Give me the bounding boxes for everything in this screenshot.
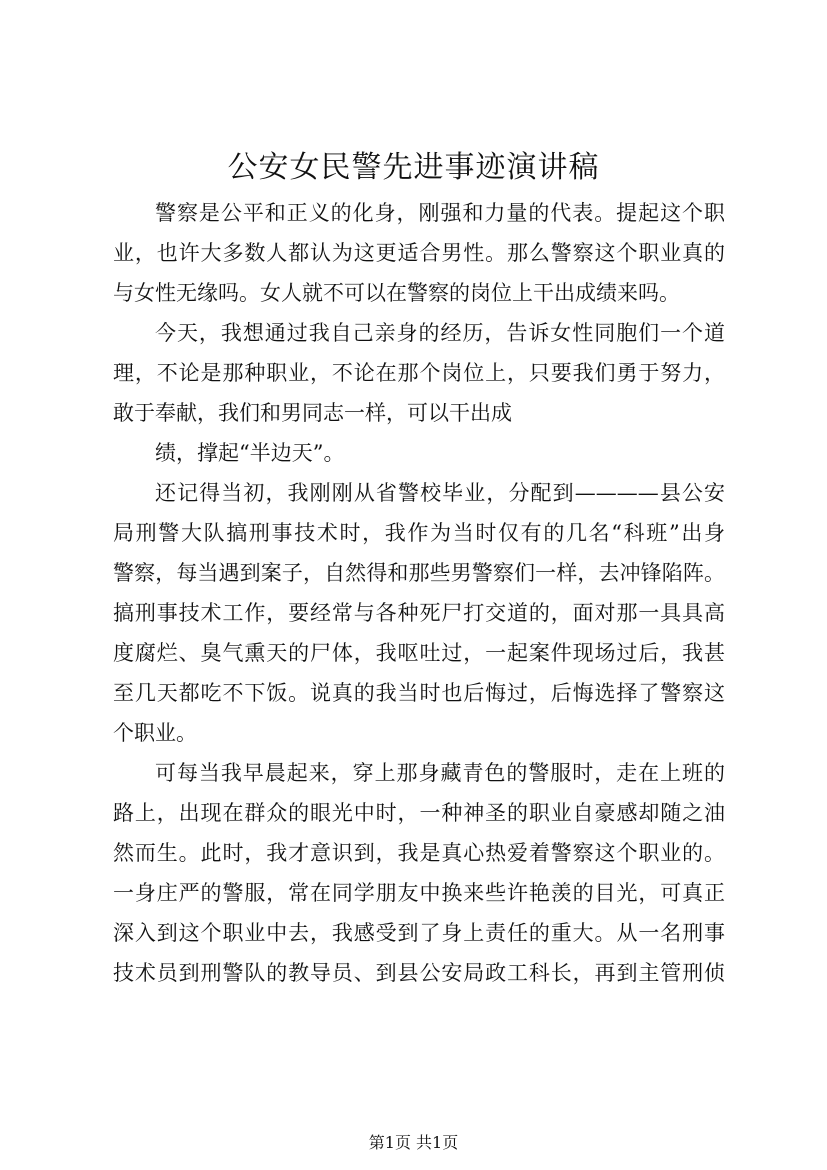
text-line: 技术员到刑警队的教导员、到县公安局政工科长，再到主管刑侦 <box>113 961 725 985</box>
text-line: 今天，我想通过我自己亲身的经历，告诉女性同胞们一个道 <box>155 321 725 345</box>
document-title: 公安女民警先进事迹演讲稿 <box>227 150 600 185</box>
text-line: 敢于奉献，我们和男同志一样，可以干出成 <box>113 401 512 425</box>
text-line: 可每当我早晨起来，穿上那身藏青色的警服时，走在上班的 <box>155 761 725 785</box>
text-line: 绩，撑起“半边天”。 <box>155 441 345 465</box>
text-line: 业，也许大多数人都认为这更适合男性。那么警察这个职业真的 <box>113 241 725 265</box>
text-line: 还记得当初，我刚刚从省警校毕业，分配到————县公安 <box>155 481 725 505</box>
text-line: 理，不论是那种职业，不论在那个岗位上，只要我们勇于努力， <box>113 361 725 385</box>
text-line: 至几天都吃不下饭。说真的我当时也后悔过，后悔选择了警察这 <box>113 681 725 705</box>
text-line: 然而生。此时，我才意识到，我是真心热爱着警察这个职业的。 <box>113 841 725 865</box>
text-line: 深入到这个职业中去，我感受到了身上责任的重大。从一名刑事 <box>113 921 725 945</box>
document-body <box>113 193 725 993</box>
text-line: 路上，出现在群众的眼光中时，一种神圣的职业自豪感却随之油 <box>113 801 725 825</box>
text-line: 搞刑事技术工作，要经常与各种死尸打交道的，面对那一具具高 <box>113 601 725 625</box>
text-line: 度腐烂、臭气熏天的尸体，我呕吐过，一起案件现场过后，我甚 <box>113 641 725 665</box>
text-line: 警察是公平和正义的化身，刚强和力量的代表。提起这个职 <box>155 201 725 225</box>
text-line: 一身庄严的警服，常在同学朋友中换来些许艳羡的目光，可真正 <box>113 881 725 905</box>
text-line: 局刑警大队搞刑事技术时，我作为当时仅有的几名“科班”出身 <box>113 521 725 545</box>
text-line: 警察，每当遇到案子，自然得和那些男警察们一样，去冲锋陷阵。 <box>113 561 725 585</box>
page-footer: 第1页 共1页 <box>368 1133 459 1152</box>
text-line: 个职业。 <box>113 721 197 745</box>
text-line: 与女性无缘吗。女人就不可以在警察的岗位上干出成绩来吗。 <box>113 281 680 305</box>
